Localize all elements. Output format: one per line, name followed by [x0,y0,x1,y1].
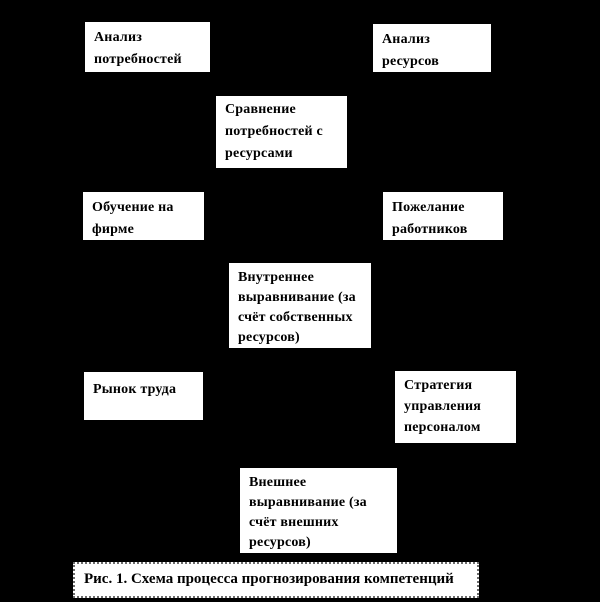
flow-box-needs-resources-comparison: Сравнение потребностей с ресурсами [216,96,347,168]
flow-box-in-company-training: Обучение на фирме [83,192,204,240]
figure-caption: Рис. 1. Схема процесса прогнозирования компетенций [73,562,479,598]
flow-box-hr-management-strategy: Стратегия управления персоналом [395,371,516,443]
flow-box-labor-market: Рынок труда [84,372,203,420]
flow-box-external-alignment: Внешнее выравнивание (за счёт внешних ресурсов) [240,468,397,553]
flow-box-analysis-of-resources: Анализ ресурсов [373,24,491,72]
flow-box-employee-wishes: Пожелание работников [383,192,503,240]
flow-box-internal-alignment: Внутреннее выравнивание (за счёт собственных ресурсов) [229,263,371,348]
flow-box-analysis-of-needs: Анализ потребностей [85,22,210,72]
